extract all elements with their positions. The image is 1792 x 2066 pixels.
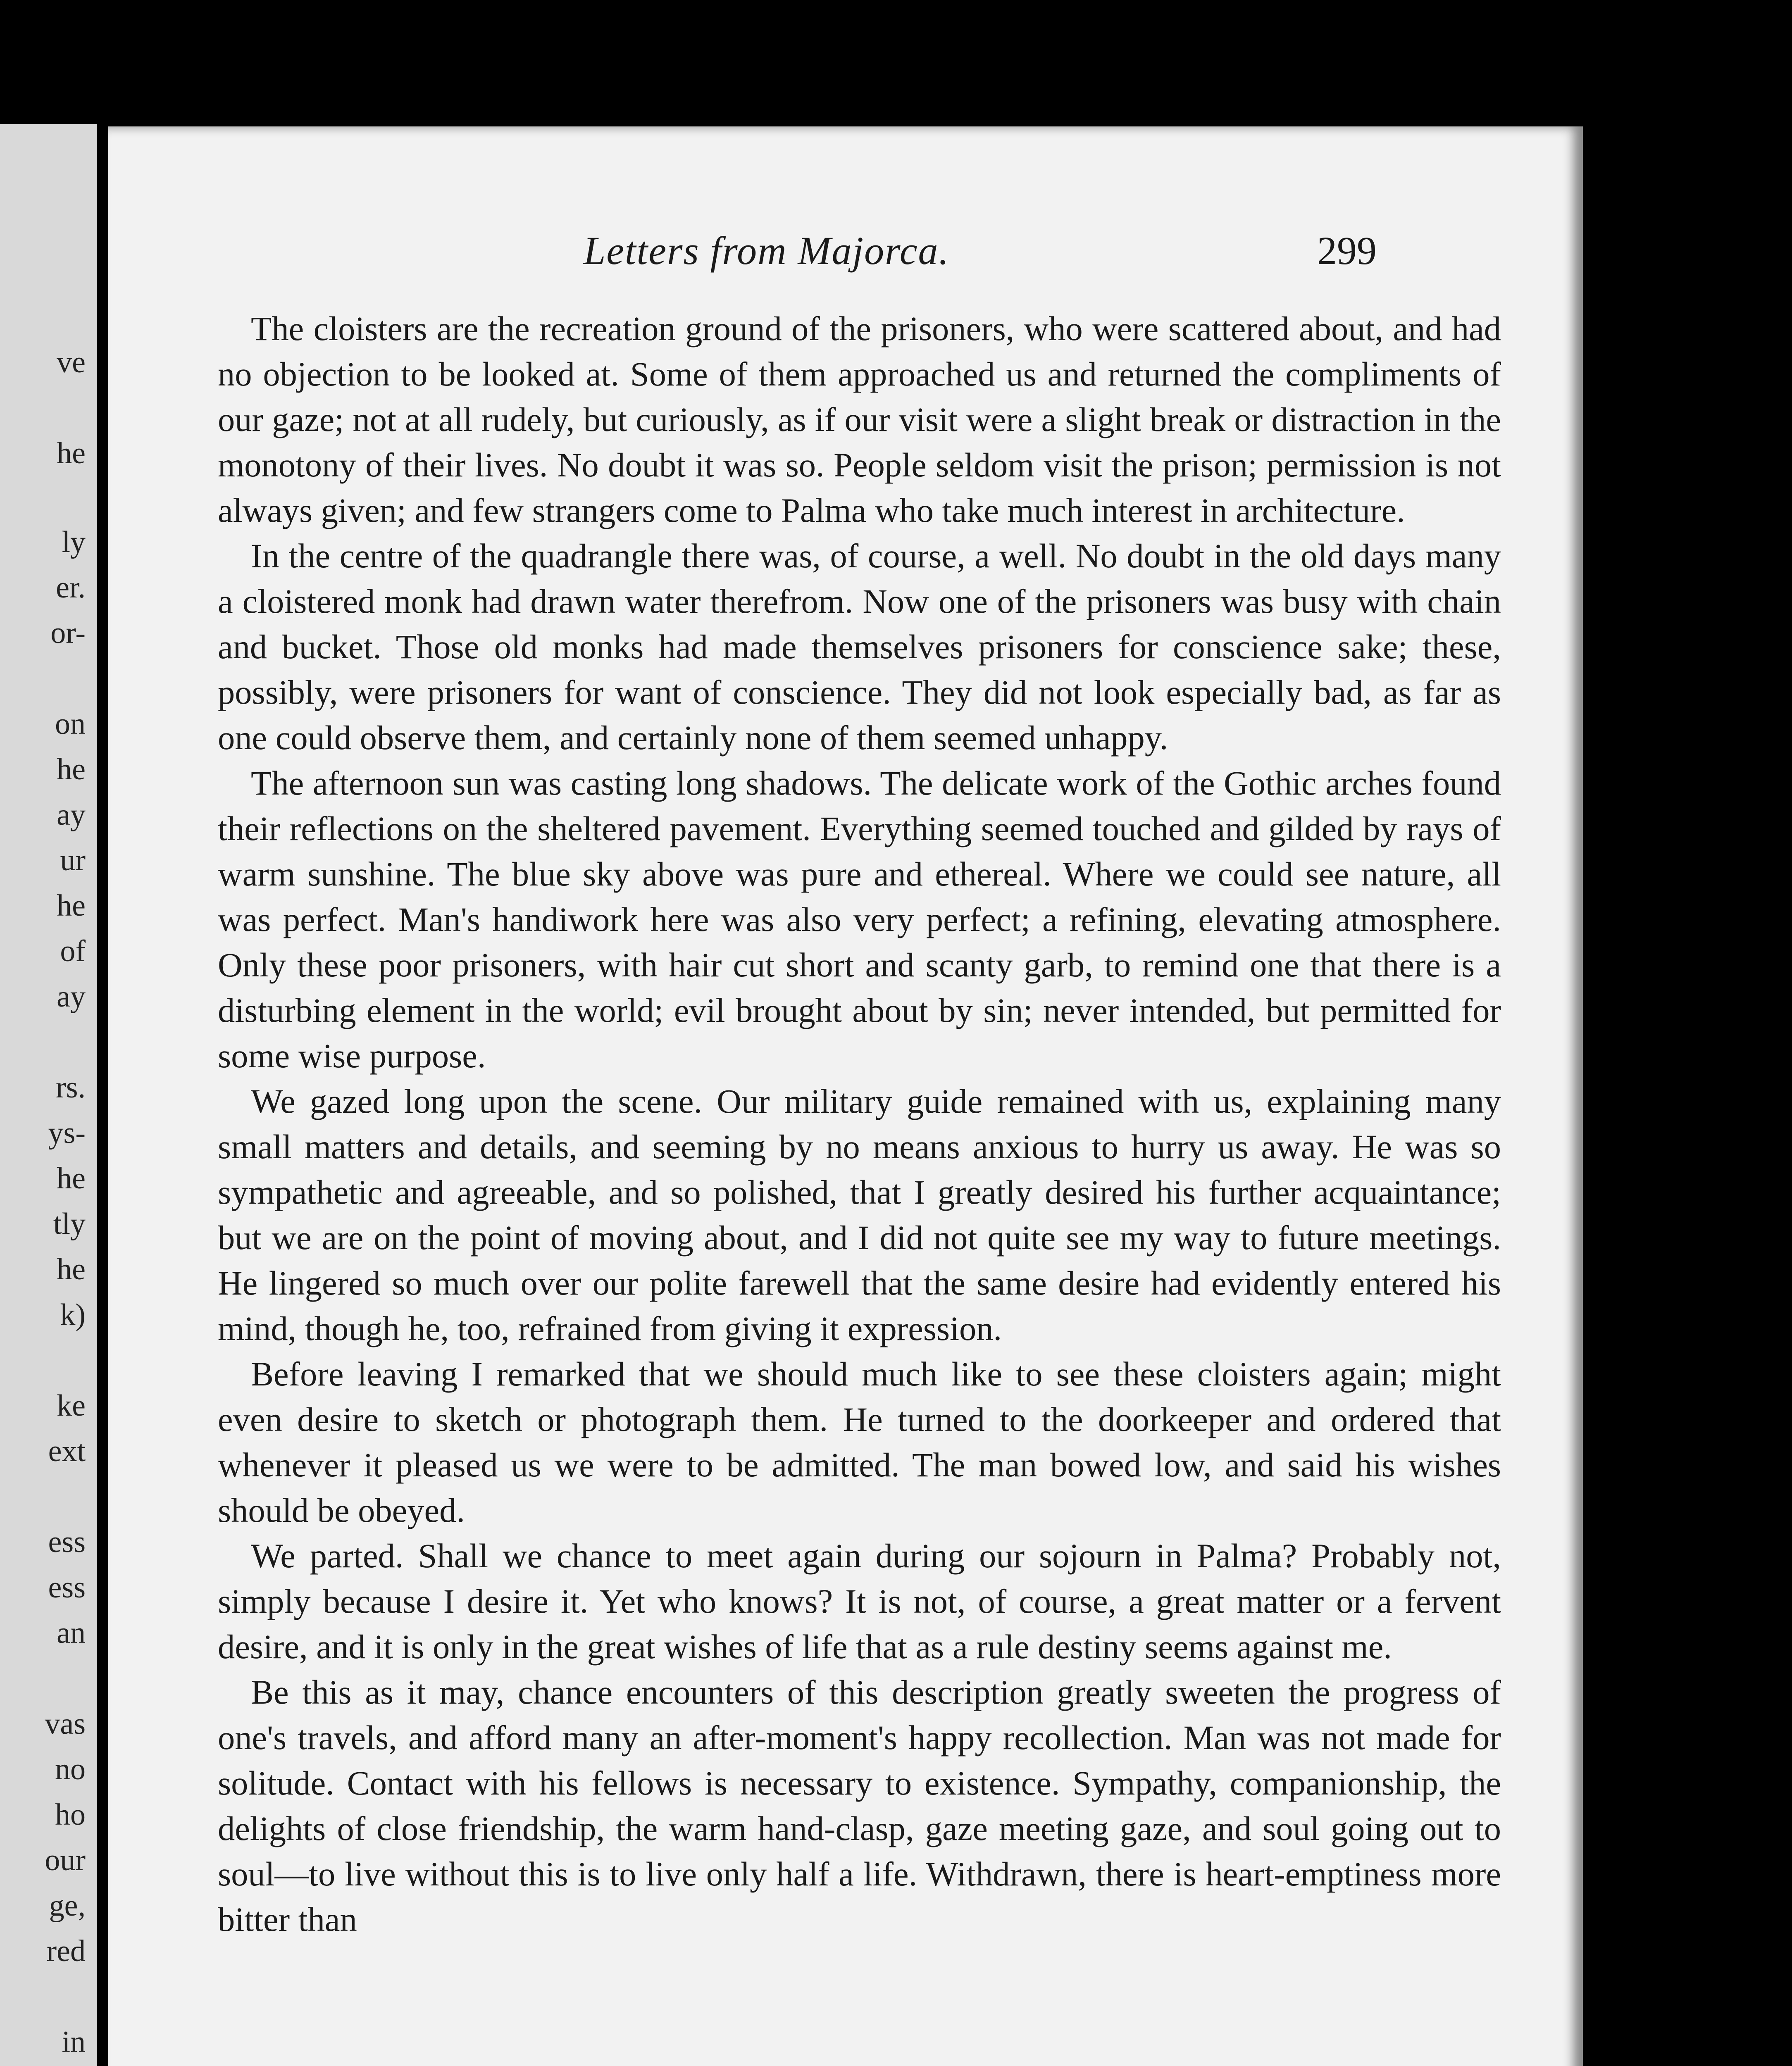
left-page-fragment: ur	[60, 843, 86, 877]
left-page-fragment: of	[60, 934, 86, 968]
left-page-fragment: he	[57, 1252, 86, 1286]
left-page-fragment: on	[55, 707, 86, 741]
left-page-fragment: red	[46, 1934, 86, 1968]
left-page-fragment: ay	[57, 980, 86, 1014]
page-number: 299	[1317, 228, 1377, 273]
left-page-fragment: no	[55, 1752, 86, 1786]
left-page-fragment: ge,	[49, 1889, 86, 1923]
paragraph: Be this as it may, chance encounters of this description greatly sweeten the progress of one's travels, and afford many an after-moment's happy recollection. Man was not made for solitude. Contact with his fellows is necessary to existence. Sympathy, companionship, the delights of close friendship, the warm hand-clasp, gaze meeting gaze, and soul going out to soul—to live without this is to live only half a life. Withdrawn, there is heart-emptiness more bitter than	[218, 1673, 1501, 1938]
left-page-fragment: vas	[45, 1707, 86, 1741]
left-page-fragment: our	[45, 1843, 86, 1877]
left-page-fragment: rs.	[56, 1071, 86, 1104]
running-head: Letters from Majorca.	[584, 228, 950, 273]
left-page-fragment: ke	[57, 1389, 86, 1423]
left-page-fragment: ay	[57, 798, 86, 832]
left-page-fragment: ly	[62, 525, 86, 559]
left-page-fragment: ho	[55, 1798, 86, 1832]
paragraph: We parted. Shall we chance to meet again during our sojourn in Palma? Probably not, simply because I desire it. Yet who knows? It is not, of course, a great matter or a fervent desire, and it is only in the great wishes of life that as a rule destiny seems against me.	[218, 1537, 1501, 1666]
paragraph: In the centre of the quadrangle there was, of course, a well. No doubt in the old days many a cloistered monk had drawn water therefrom. Now one of the prisoners was busy with chain and bucket. Those old monks had made themselves prisoners for conscience sake; these, possibly, were prisoners for want of conscience. They did not look especially bad, as far as one could observe them, and certainly none of them seemed unhappy.	[218, 537, 1501, 757]
left-page-fragment: he	[57, 752, 86, 786]
left-page-fragment: tly	[53, 1207, 86, 1241]
left-page-fragment: in	[62, 2025, 86, 2059]
left-page-fragment: an	[57, 1616, 86, 1650]
left-page-fragment: er.	[56, 571, 86, 605]
left-page-fragment: ess	[48, 1571, 86, 1604]
left-page-edge	[0, 124, 97, 2066]
paragraph: We gazed long upon the scene. Our military guide remained with us, explaining many small matters and details, and seeming by no means anxious to hurry us away. He was so sympathetic and agreeable, and so polished, that I greatly desired his further acquaintance; but we are on the point of moving about, and I did not quite see my way to future meetings. He lingered so much over our polite farewell that the same desire had evidently entered his mind, though he, too, refrained from giving it expression.	[218, 1082, 1501, 1347]
page-body	[218, 306, 1501, 1942]
book-page	[108, 126, 1583, 2066]
left-page-fragment: he	[57, 889, 86, 923]
paragraph: Before leaving I remarked that we should much like to see these cloisters again; might even desire to sketch or photograph them. He turned to the doorkeeper and ordered that whenever it pleased us we were to be admitted. The man bowed low, and said his wishes should be obeyed.	[218, 1355, 1501, 1529]
left-page-fragment: he	[57, 1162, 86, 1195]
page-header	[108, 228, 1583, 281]
left-page-fragment: k)	[60, 1298, 86, 1332]
paragraph: The cloisters are the recreation ground of the prisoners, who were scattered about, and had no objection to be looked at. Some of them approached us and returned the compliments of our gaze; not at all rudely, but curiously, as if our visit were a slight break or distraction in the monotony of their lives. No doubt it was so. People seldom visit the prison; permission is not always given; and few strangers come to Palma who take much interest in architecture.	[218, 309, 1501, 529]
left-page-fragment: ys-	[48, 1116, 86, 1150]
left-page-fragment: ess	[48, 1525, 86, 1559]
left-page-fragment: or-	[50, 616, 86, 650]
paragraph: The afternoon sun was casting long shadows. The delicate work of the Gothic arches found their reflections on the sheltered pavement. Everything seemed touched and gilded by rays of warm sunshine. The blue sky above was pure and ethereal. Where we could see nature, all was perfect. Man's handiwork here was also very perfect; a refining, elevating atmosphere. Only these poor prisoners, with hair cut short and scanty garb, to remind one that there is a disturbing element in the world; evil brought about by sin; never intended, but permitted for some wise purpose.	[218, 764, 1501, 1075]
left-page-fragment: ext	[48, 1434, 86, 1468]
left-page-fragment: he	[57, 436, 86, 470]
left-page-fragment: ve	[57, 345, 86, 379]
